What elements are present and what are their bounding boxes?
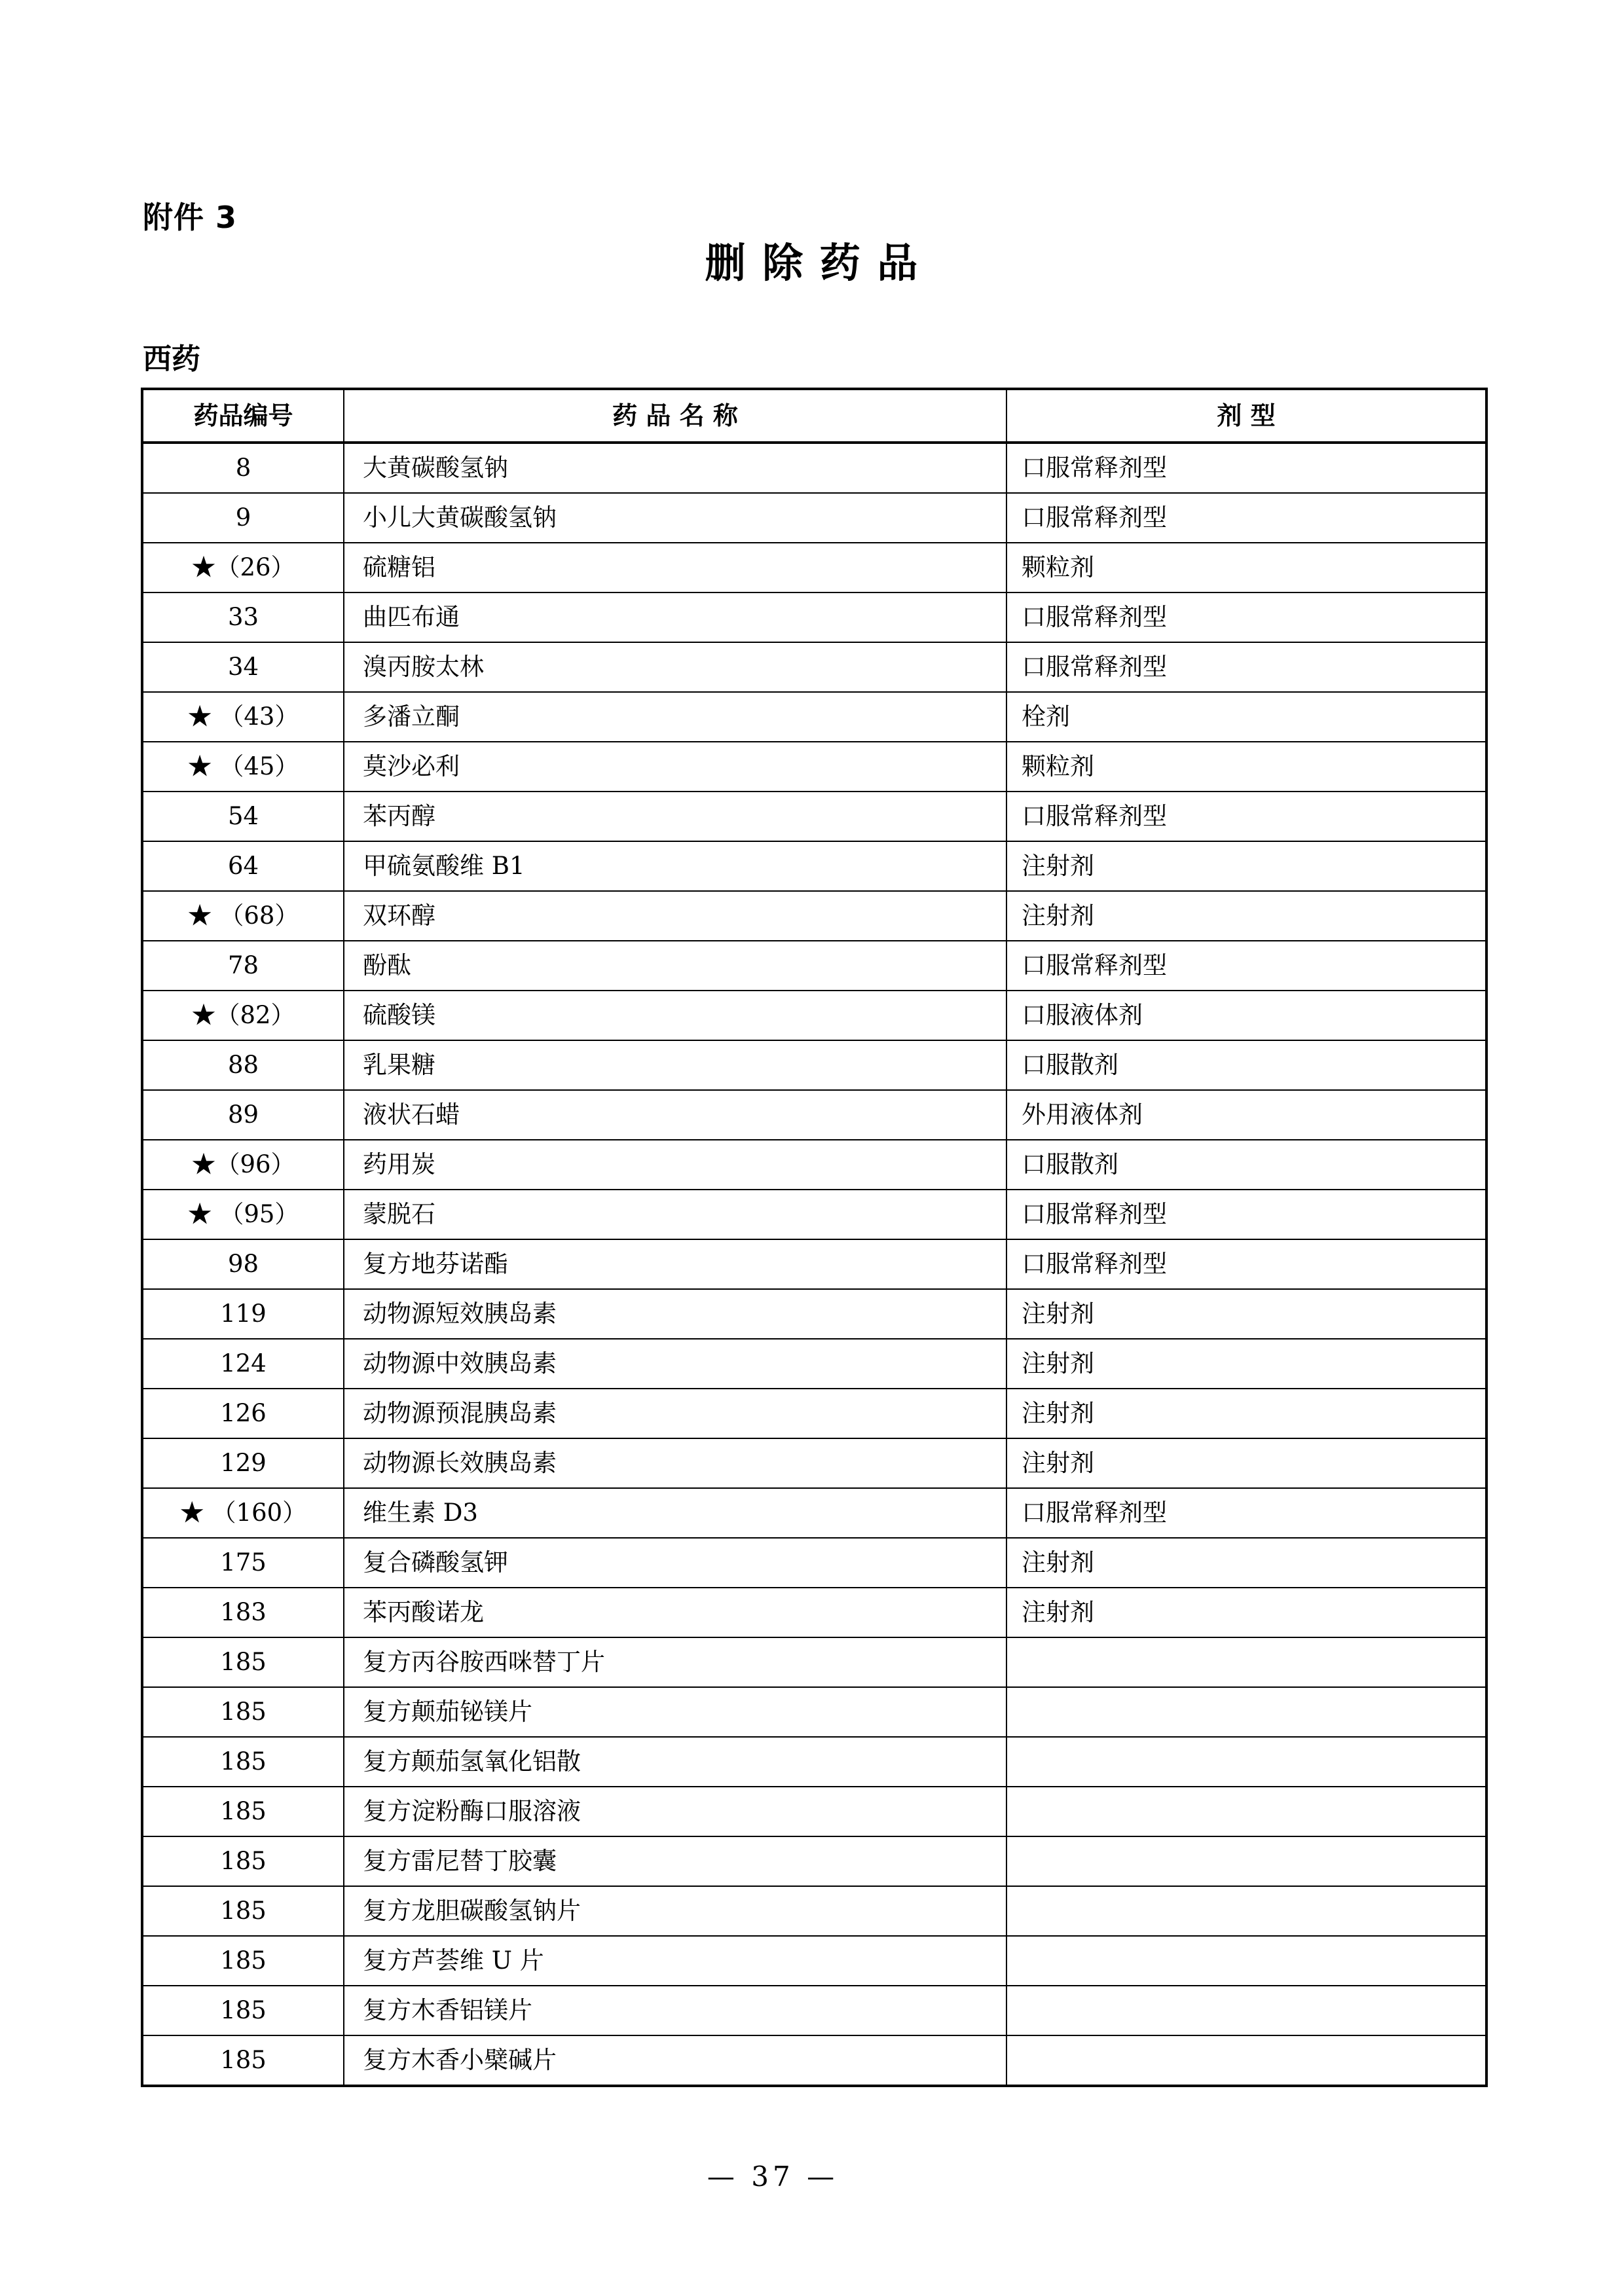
cell-drug-name: 复方丙谷胺西咪替丁片	[344, 1637, 1006, 1687]
cell-dosage-form: 注射剂	[1006, 1588, 1486, 1637]
table-row	[142, 1438, 1486, 1488]
table-row	[142, 792, 1486, 841]
cell-drug-name: 复方木香小檗碱片	[344, 2035, 1006, 2086]
cell-dosage-form: 口服散剂	[1006, 1140, 1486, 1190]
cell-drug-name: 苯丙醇	[344, 792, 1006, 841]
cell-drug-code: 126	[142, 1389, 344, 1438]
cell-dosage-form	[1006, 1687, 1486, 1737]
cell-drug-code: ★ （43）	[142, 692, 344, 742]
table-row	[142, 1488, 1486, 1538]
cell-dosage-form: 口服常释剂型	[1006, 592, 1486, 642]
table-row	[142, 742, 1486, 792]
table-row	[142, 443, 1486, 493]
cell-drug-code: 8	[142, 443, 344, 493]
cell-drug-code: 9	[142, 493, 344, 543]
cell-drug-code: 119	[142, 1289, 344, 1339]
cell-dosage-form: 颗粒剂	[1006, 742, 1486, 792]
cell-drug-name: 动物源预混胰岛素	[344, 1389, 1006, 1438]
cell-drug-name: 复方雷尼替丁胶囊	[344, 1836, 1006, 1886]
cell-dosage-form: 栓剂	[1006, 692, 1486, 742]
cell-drug-name: 曲匹布通	[344, 592, 1006, 642]
cell-dosage-form: 注射剂	[1006, 1289, 1486, 1339]
table-row	[142, 1737, 1486, 1787]
cell-drug-code: 129	[142, 1438, 344, 1488]
table-row	[142, 1140, 1486, 1190]
table-row	[142, 1538, 1486, 1588]
cell-dosage-form	[1006, 1936, 1486, 1986]
column-header-dosage-form: 剂 型	[1006, 389, 1486, 443]
table-row	[142, 941, 1486, 991]
cell-drug-name: 甲硫氨酸维 B1	[344, 841, 1006, 891]
table-header	[142, 389, 1486, 443]
table-row	[142, 1040, 1486, 1090]
cell-dosage-form: 口服常释剂型	[1006, 642, 1486, 692]
cell-dosage-form: 注射剂	[1006, 891, 1486, 941]
cell-drug-name: 动物源中效胰岛素	[344, 1339, 1006, 1389]
cell-drug-code: 64	[142, 841, 344, 891]
cell-drug-code: ★ （160）	[142, 1488, 344, 1538]
table-row	[142, 1239, 1486, 1289]
table-row	[142, 841, 1486, 891]
cell-drug-code: 185	[142, 1836, 344, 1886]
cell-drug-name: 小儿大黄碳酸氢钠	[344, 493, 1006, 543]
drug-table-container	[141, 388, 1485, 2087]
table-row	[142, 592, 1486, 642]
cell-dosage-form: 口服常释剂型	[1006, 792, 1486, 841]
cell-drug-name: 动物源短效胰岛素	[344, 1289, 1006, 1339]
cell-drug-code: 33	[142, 592, 344, 642]
cell-dosage-form	[1006, 1737, 1486, 1787]
cell-drug-code: 124	[142, 1339, 344, 1389]
cell-drug-name: 复方颠茄氢氧化铝散	[344, 1737, 1006, 1787]
table-row	[142, 1339, 1486, 1389]
cell-drug-code: 89	[142, 1090, 344, 1140]
cell-drug-code: 185	[142, 1687, 344, 1737]
table-body	[142, 443, 1486, 2086]
cell-dosage-form: 注射剂	[1006, 1438, 1486, 1488]
cell-drug-name: 复方淀粉酶口服溶液	[344, 1787, 1006, 1836]
cell-dosage-form: 口服常释剂型	[1006, 1488, 1486, 1538]
cell-dosage-form: 口服常释剂型	[1006, 941, 1486, 991]
cell-drug-code: ★（26）	[142, 543, 344, 592]
table-row	[142, 642, 1486, 692]
cell-drug-code: ★ （68）	[142, 891, 344, 941]
section-heading-western-medicine: 西药	[143, 342, 200, 376]
cell-drug-name: 大黄碳酸氢钠	[344, 443, 1006, 493]
table-row	[142, 2035, 1486, 2086]
cell-drug-name: 复方芦荟维 U 片	[344, 1936, 1006, 1986]
cell-dosage-form	[1006, 1787, 1486, 1836]
cell-drug-name: 双环醇	[344, 891, 1006, 941]
table-row	[142, 543, 1486, 592]
cell-drug-code: 185	[142, 1637, 344, 1687]
table-row	[142, 1787, 1486, 1836]
table-row	[142, 493, 1486, 543]
cell-drug-name: 硫糖铝	[344, 543, 1006, 592]
table-row	[142, 1389, 1486, 1438]
cell-dosage-form: 注射剂	[1006, 1339, 1486, 1389]
cell-drug-name: 乳果糖	[344, 1040, 1006, 1090]
cell-dosage-form	[1006, 1836, 1486, 1886]
page-number-footer: — 37 —	[707, 2160, 839, 2193]
table-row	[142, 1637, 1486, 1687]
cell-drug-code: 88	[142, 1040, 344, 1090]
cell-drug-name: 复合磷酸氢钾	[344, 1538, 1006, 1588]
cell-dosage-form: 口服常释剂型	[1006, 1239, 1486, 1289]
table-row	[142, 692, 1486, 742]
cell-drug-name: 液状石蜡	[344, 1090, 1006, 1140]
table-row	[142, 1836, 1486, 1886]
cell-drug-code: 98	[142, 1239, 344, 1289]
cell-drug-code: ★（96）	[142, 1140, 344, 1190]
cell-drug-code: 185	[142, 1737, 344, 1787]
cell-dosage-form	[1006, 1986, 1486, 2035]
cell-dosage-form: 口服常释剂型	[1006, 493, 1486, 543]
table-row	[142, 1886, 1486, 1936]
cell-drug-name: 多潘立酮	[344, 692, 1006, 742]
cell-dosage-form: 注射剂	[1006, 1538, 1486, 1588]
cell-dosage-form: 颗粒剂	[1006, 543, 1486, 592]
cell-drug-code: 185	[142, 1886, 344, 1936]
cell-drug-name: 复方地芬诺酯	[344, 1239, 1006, 1289]
attachment-label: 附件 3	[143, 200, 238, 235]
cell-drug-code: 185	[142, 1936, 344, 1986]
cell-drug-name: 维生素 D3	[344, 1488, 1006, 1538]
cell-drug-code: ★（82）	[142, 991, 344, 1040]
column-header-drug-code: 药品编号	[142, 389, 344, 443]
cell-dosage-form: 口服液体剂	[1006, 991, 1486, 1040]
table-header-row	[142, 389, 1486, 443]
cell-drug-code: 183	[142, 1588, 344, 1637]
table-row	[142, 1190, 1486, 1239]
table-row	[142, 1687, 1486, 1737]
cell-dosage-form: 注射剂	[1006, 1389, 1486, 1438]
table-row	[142, 1090, 1486, 1140]
table-row	[142, 1289, 1486, 1339]
page-title: 删 除 药 品	[705, 239, 919, 287]
cell-drug-code: ★ （95）	[142, 1190, 344, 1239]
cell-drug-name: 酚酞	[344, 941, 1006, 991]
cell-drug-code: 54	[142, 792, 344, 841]
deleted-drugs-table	[141, 388, 1488, 2087]
cell-dosage-form: 口服散剂	[1006, 1040, 1486, 1090]
cell-drug-name: 动物源长效胰岛素	[344, 1438, 1006, 1488]
table-row	[142, 891, 1486, 941]
cell-drug-name: 复方木香铝镁片	[344, 1986, 1006, 2035]
cell-drug-code: 175	[142, 1538, 344, 1588]
table-row	[142, 991, 1486, 1040]
table-row	[142, 1588, 1486, 1637]
column-header-drug-name: 药 品 名 称	[344, 389, 1006, 443]
cell-dosage-form: 注射剂	[1006, 841, 1486, 891]
cell-drug-code: ★ （45）	[142, 742, 344, 792]
cell-drug-name: 苯丙酸诺龙	[344, 1588, 1006, 1637]
cell-drug-name: 蒙脱石	[344, 1190, 1006, 1239]
cell-dosage-form	[1006, 2035, 1486, 2086]
cell-dosage-form: 口服常释剂型	[1006, 443, 1486, 493]
cell-drug-name: 复方龙胆碳酸氢钠片	[344, 1886, 1006, 1936]
cell-dosage-form	[1006, 1886, 1486, 1936]
cell-drug-name: 复方颠茄铋镁片	[344, 1687, 1006, 1737]
cell-drug-code: 185	[142, 2035, 344, 2086]
cell-dosage-form: 外用液体剂	[1006, 1090, 1486, 1140]
cell-dosage-form: 口服常释剂型	[1006, 1190, 1486, 1239]
cell-dosage-form	[1006, 1637, 1486, 1687]
cell-drug-code: 78	[142, 941, 344, 991]
cell-drug-name: 硫酸镁	[344, 991, 1006, 1040]
cell-drug-name: 药用炭	[344, 1140, 1006, 1190]
table-row	[142, 1986, 1486, 2035]
table-row	[142, 1936, 1486, 1986]
cell-drug-code: 185	[142, 1787, 344, 1836]
cell-drug-code: 34	[142, 642, 344, 692]
cell-drug-code: 185	[142, 1986, 344, 2035]
cell-drug-name: 溴丙胺太林	[344, 642, 1006, 692]
cell-drug-name: 莫沙必利	[344, 742, 1006, 792]
